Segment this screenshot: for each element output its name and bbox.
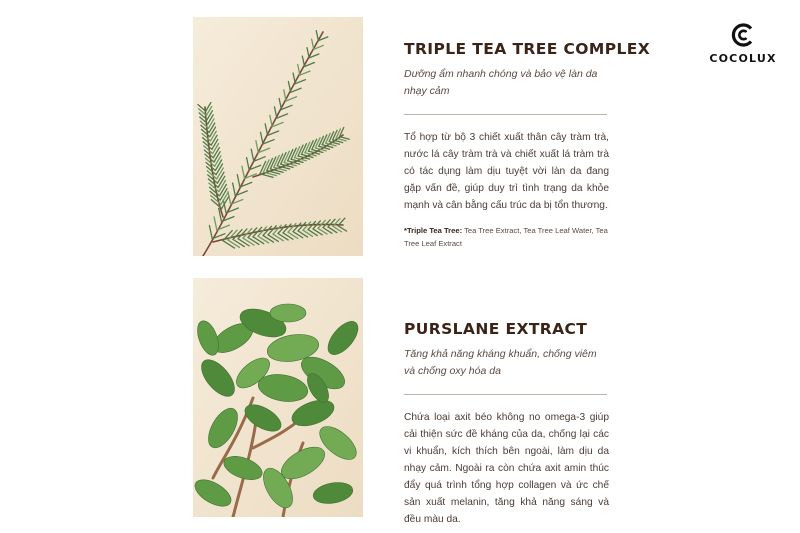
cocolux-logo-icon: [730, 22, 756, 48]
ingredient-note-label: *Triple Tea Tree:: [404, 226, 463, 235]
divider: [404, 114, 607, 115]
tea-tree-image: [193, 17, 363, 256]
section-body: Tổ hợp từ bộ 3 chiết xuất thân cây tràm trà, nước lá cây tràm trà và chiết xuất lá tràm trà có tác dụng làm dịu tuyệt vời làn da đang gặp vấn đề, giúp duy trì tình trạng da khỏe mạnh và cân bằng cấu trúc da bị tổn thương.: [404, 132, 609, 211]
purslane-image: [193, 278, 363, 517]
brand-logo[interactable]: [707, 22, 779, 65]
section-subtitle: Dưỡng ẩm nhanh chóng và bảo vệ làn da nhạy cảm: [404, 68, 598, 97]
brand-name: COCOLUX: [709, 52, 777, 65]
ingredient-note-text: Tea Tree Extract, Tea Tree Leaf Water, Tea Tree Leaf Extract: [404, 226, 608, 248]
tea-tree-section: [404, 40, 651, 250]
divider: [404, 394, 607, 395]
ingredient-note: [404, 224, 609, 250]
section-title: PURSLANE EXTRACT: [404, 320, 588, 338]
section-subtitle: Tăng khả năng kháng khuẩn, chống viêm và chống oxy hóa da: [404, 348, 597, 377]
section-body: Chứa loại axit béo không no omega-3 giúp cải thiện sức đề kháng của da, chống lại các vi khuẩn, kích thích bên ngoài, làm dịu da nhạy cảm. Ngoài ra còn chứa axit amin thúc đẩy quá trình tổng hợp collagen và ức chế sản xuất melanin, tăng khả năng sáng và đều màu da.: [404, 412, 609, 525]
purslane-section: [404, 320, 609, 528]
section-title: TRIPLE TEA TREE COMPLEX: [404, 40, 651, 58]
